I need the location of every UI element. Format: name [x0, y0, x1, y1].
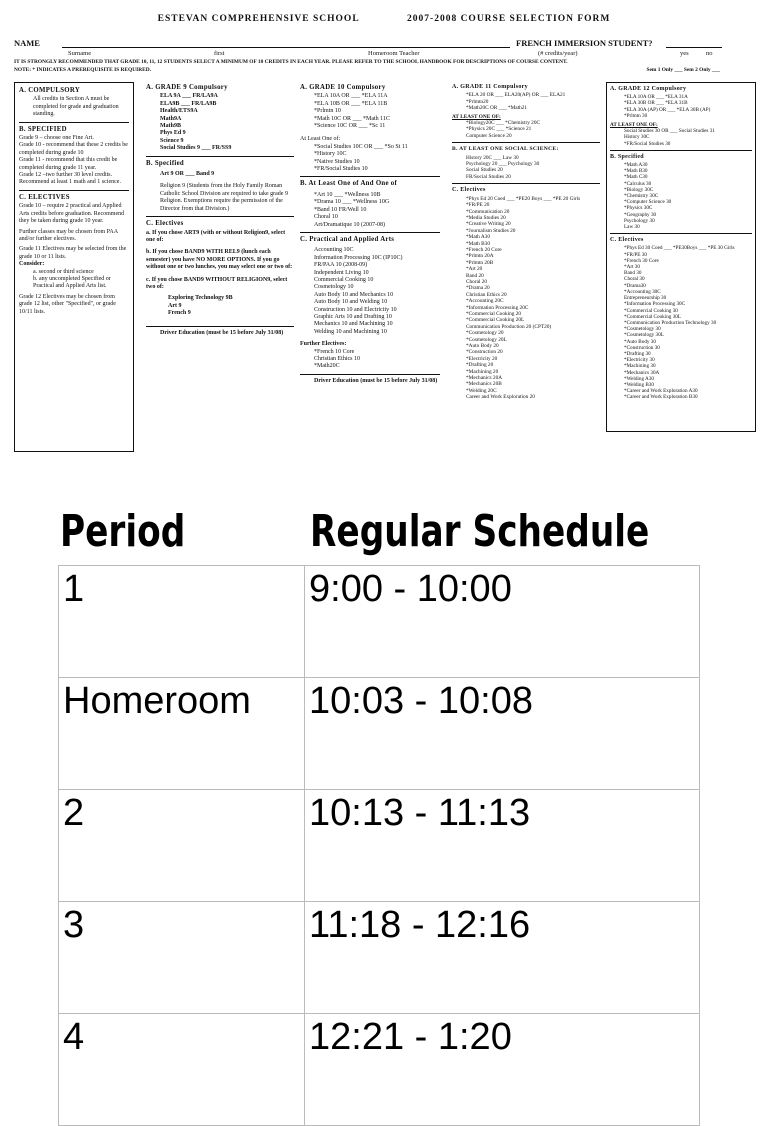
- grade12-elective-item[interactable]: Entrepreneurship 30: [624, 295, 667, 302]
- grade11-elective-item[interactable]: *Drama 20: [466, 285, 490, 292]
- grade10-paa-item[interactable]: Mechanics 10 and Machining 10: [314, 321, 393, 328]
- grade12-elective-item[interactable]: *Phys Ed 30 Coed ___ *PE30Boys ___ *PE 30 Girls: [624, 245, 735, 252]
- electives-consider: Consider:: [19, 261, 45, 268]
- grade12-specified-item[interactable]: Psychology 30: [624, 217, 655, 224]
- grade11-elective-item[interactable]: Communication Production 20 (CPT20): [466, 323, 552, 330]
- grade11-elective-item[interactable]: Career and Work Exploration 20: [466, 394, 535, 401]
- grade12-elective-item[interactable]: *Information Processing 30C: [624, 301, 686, 308]
- grade12-elective-item[interactable]: *Art 30: [624, 264, 640, 271]
- schedule-header: Regular Schedule: [310, 506, 650, 557]
- grade12-elective-item[interactable]: *Communication Production Technology 30: [624, 319, 717, 326]
- grade9-electives-a: a. If you chose ART9 (with or without Religion9, select one of:: [146, 229, 286, 243]
- grade11-elective-item[interactable]: Band 20: [466, 272, 484, 279]
- grade12-elective-item[interactable]: Band 30: [624, 270, 642, 277]
- grade10-item[interactable]: *Science 10C OR ___ *Sc 11: [314, 123, 386, 130]
- grade11-elective-item[interactable]: *Construction 20: [466, 349, 503, 356]
- grade12-compulsory-heading: A. GRADE 12 Compulsory: [610, 86, 687, 92]
- grade9-art-band[interactable]: Art 9 OR ___ Band 9: [160, 171, 215, 178]
- grade11-elective-item[interactable]: *Prlmtn 20B: [466, 259, 494, 266]
- grade10-item[interactable]: *Prlmtn 10: [314, 108, 341, 115]
- grade12-specified-item[interactable]: *Computer Science 30: [624, 199, 672, 206]
- grade9-item[interactable]: Social Studies 9 ___ FR/SS9: [160, 145, 232, 152]
- grade11-elective-item[interactable]: *Art 20: [466, 266, 483, 273]
- grade11-column: [452, 82, 600, 462]
- grade10-item[interactable]: *ELA 10A OR ___ *ELA 11A: [314, 93, 388, 100]
- grade10-one-of-label: At Least One of:: [300, 136, 341, 143]
- grade12-elective-item[interactable]: *Commercial Cooking 30: [624, 307, 678, 314]
- grade12-specified-item[interactable]: *Geography 30: [624, 211, 657, 218]
- credits-caption: (# credits/year): [538, 50, 578, 57]
- grade11-elective-item[interactable]: *Auto Body 20: [466, 343, 499, 350]
- grade12-specified-heading: B. Specified: [610, 153, 644, 160]
- electives-consider-b: b. any uncompleted Specified or Practical and Applied Arts list.: [33, 275, 111, 290]
- grade12-item[interactable]: *ELA 30A (AP) OR ___ *ELA 30B (AP): [624, 106, 711, 113]
- grade11-science-item[interactable]: Computer Science 20: [466, 132, 512, 139]
- homeroom-caption: Homeroom Teacher: [368, 50, 420, 57]
- form-title-bar: [0, 14, 768, 24]
- electives-grade10: Grade 10 – require 2 practical and Applied Arts credits before graduation. Recommend they be taken during grade 10 year.: [19, 203, 125, 225]
- grade12-elective-item[interactable]: *Cosmetology 30: [624, 326, 661, 333]
- grade11-elective-item[interactable]: *French 20 Core: [466, 246, 502, 253]
- period-cell: 2: [59, 790, 305, 902]
- specified-heading: B. SPECIFIED: [19, 125, 67, 133]
- grade12-one-of-label: AT LEAST ONE OF:: [610, 122, 658, 129]
- grade11-electives-list: [452, 196, 600, 401]
- grade10-further-item[interactable]: *French 10 Core: [314, 348, 355, 355]
- french-immersion-label: FRENCH IMMERSION STUDENT?: [516, 38, 653, 48]
- grade12-elective-item[interactable]: *Drafting 30: [624, 350, 651, 357]
- grade11-elective-item[interactable]: *Cosmetology 20: [466, 330, 504, 337]
- surname-caption: Surname: [68, 50, 92, 57]
- electives-consider-a: a. second or third science: [33, 268, 94, 275]
- grade11-elective-item[interactable]: *Math A30: [466, 234, 490, 241]
- grade9-item[interactable]: Math9B: [160, 123, 181, 130]
- specified-grade9: Grade 9 – choose one Fine Art.: [19, 135, 94, 142]
- grade11-elective-item[interactable]: *Communication 20: [466, 208, 510, 215]
- grade12-elective-item[interactable]: *Commercial Cooking 30L: [624, 313, 682, 320]
- electives-grade11: Grade 11 Electives may be selected from the grade 10 or 11 lists.: [19, 246, 127, 260]
- grade10-driver-education[interactable]: Driver Education (must be 15 before July 31/08): [314, 377, 438, 384]
- grade11-item[interactable]: *ELA 20 OR ___ ELA20(AP) OR ___ ELA21: [466, 92, 566, 99]
- grade11-elective-item[interactable]: *Media Studies 20: [466, 214, 506, 221]
- grade12-elective-item[interactable]: *Machining 30: [624, 363, 656, 370]
- grade10-further-item[interactable]: *Math20C: [314, 363, 340, 370]
- schedule-row: [59, 902, 700, 1014]
- period-cell: 3: [59, 902, 305, 1014]
- grade12-elective-item[interactable]: *Drama30: [624, 282, 646, 289]
- period-header: Period: [60, 506, 186, 557]
- grade10-paa-heading: C. Practical and Applied Arts: [300, 235, 395, 243]
- grade12-social-item[interactable]: History 30C: [624, 134, 650, 141]
- grade12-electives-heading: C. Electives: [610, 237, 644, 244]
- grade11-elective-item[interactable]: *Machining 20: [466, 368, 499, 375]
- grade12-elective-item[interactable]: *Career and Work Exploration B30: [624, 394, 698, 401]
- grade10-paa-item[interactable]: Construction 10 and Electricity 10: [314, 306, 397, 313]
- grade11-elective-item[interactable]: *Mechanics 20A: [466, 375, 503, 382]
- grade9-item[interactable]: ELA9B ___ FR/LA9B: [160, 100, 217, 107]
- grade11-elective-item[interactable]: Choral 20: [466, 278, 488, 285]
- form-notes: [14, 58, 754, 74]
- grade12-specified-item[interactable]: Law 30: [624, 224, 640, 231]
- grade9-item[interactable]: Math9A: [160, 115, 182, 122]
- grade11-electives-heading: C. Electives: [452, 187, 486, 194]
- grade10-paa-item[interactable]: Auto Body 10 and Welding 10: [314, 299, 388, 306]
- grade11-elective-item[interactable]: *Commercial Cooking 20: [466, 311, 522, 317]
- grade12-elective-item[interactable]: *Electricity 30: [624, 357, 655, 364]
- form-title: 2007-2008 COURSE SELECTION FORM: [407, 14, 611, 24]
- grade12-item[interactable]: *ELA 10A OR ___ *ELA 31A: [624, 94, 688, 101]
- grade12-elective-item[interactable]: *Accounting 30C: [624, 288, 661, 295]
- grade12-social-item[interactable]: *FR/Social Studies 30: [624, 140, 671, 147]
- instructions-column: [14, 82, 134, 452]
- grade9-elective-option[interactable]: Art 9: [168, 302, 182, 309]
- grade11-elective-item[interactable]: *Prlmtn 20A: [466, 253, 494, 260]
- grade12-elective-item[interactable]: *French 30 Core: [624, 257, 659, 264]
- grade12-elective-item[interactable]: *Construction 30: [624, 344, 660, 351]
- grade10-paa-item[interactable]: Independent Living 10: [314, 269, 369, 276]
- grade10-social-item[interactable]: *History 10C: [314, 151, 347, 158]
- grade12-elective-item[interactable]: *Cosmetology 30L: [624, 332, 664, 339]
- grade12-specified-item[interactable]: *Calculus 30: [624, 180, 652, 187]
- grade12-elective-item[interactable]: *Mechanics 30A: [624, 369, 660, 376]
- name-field[interactable]: [62, 47, 510, 48]
- grade11-item[interactable]: *Math20C OR ___ *Math21: [466, 105, 528, 112]
- grade11-item[interactable]: *Prlmtn20: [466, 98, 489, 105]
- electives-grade12: Grade 12 Electives may be chosen from grade 12 list, other "Specified", or grade 10/11 lists.: [19, 293, 116, 315]
- grade10-social-item[interactable]: *FR/Social Studies 10: [314, 166, 368, 173]
- grade9-electives-c: c. If you chose BAND9 WITHOUT RELIGION9, select two of:: [146, 276, 288, 290]
- grade10-paa-item[interactable]: Information Processing 10C (IP10C): [314, 254, 403, 261]
- time-cell: 10:13 - 11:13: [305, 790, 700, 902]
- grade10-paa-item[interactable]: Welding 10 and Machining 10: [314, 328, 387, 335]
- grade10-compulsory-heading: A. GRADE 10 Compulsory: [300, 84, 386, 91]
- prerequisite-note: NOTE: * INDICATES A PREREQUISITE IS REQUIRED.: [14, 67, 151, 73]
- grade12-column: [606, 82, 756, 432]
- grade9-electives-b: b. If you chose BAND9 WITH REL9 (lunch each semester) you have NO MORE OPTIONS. If you go without one or two lunches, you may select one or two of:: [146, 249, 293, 271]
- grade11-science-item[interactable]: *Physics 20C ___ *Science 21: [466, 126, 532, 133]
- grade11-elective-item[interactable]: *Drafting 20: [466, 362, 494, 369]
- grade9-item[interactable]: Science 9: [160, 137, 184, 144]
- time-cell: 10:03 - 10:08: [305, 678, 700, 790]
- grade11-elective-item[interactable]: *FR/PE 20: [466, 202, 490, 209]
- grade10-arts-item[interactable]: *Drama 10 ___ *Wellness 10G: [314, 199, 390, 206]
- grade10-further-item[interactable]: Christian Ethics 10: [314, 356, 360, 362]
- grade10-arts-item[interactable]: Art/Dramatique 10 (2007-08): [314, 221, 385, 228]
- grade11-social-item[interactable]: FR/Social Studies 20: [466, 173, 511, 180]
- grade12-electives-list: [610, 245, 752, 400]
- no-caption: no: [706, 50, 713, 57]
- name-label: NAME: [14, 38, 40, 48]
- grade12-elective-item[interactable]: Choral 30: [624, 276, 645, 283]
- grade11-elective-item[interactable]: *Accounting 20C: [466, 298, 504, 305]
- grade11-compulsory-heading: A. GRADE 11 Compulsory: [452, 84, 528, 90]
- grade12-elective-item[interactable]: *Welding A30: [624, 375, 654, 382]
- grade11-social-item[interactable]: History 20C ___ Law 30: [466, 154, 519, 161]
- time-cell: 11:18 - 12:16: [305, 902, 700, 1014]
- specified-grade12: Grade 12 –two further 30 level credits. Recommend at least 1 math and 1 science.: [19, 172, 121, 186]
- grade9-religion[interactable]: Religion 9 (Students from the Holy Family Roman Catholic School Division are required to take grade 9 Religion. Exemptions require the permission of the Director from that Division.): [160, 183, 288, 212]
- grade11-elective-item[interactable]: *Welding 20C: [466, 387, 497, 394]
- grade10-social-item[interactable]: *Social Studies 10C OR ___ *So St 11: [314, 143, 408, 150]
- schedule-table: [58, 565, 700, 1126]
- grade11-elective-item[interactable]: *Math B30: [466, 240, 490, 247]
- course-selection-form: [0, 0, 768, 470]
- grade12-specified-item[interactable]: *Math A30: [624, 162, 648, 169]
- grade9-item[interactable]: Phys Ed 9: [160, 130, 186, 137]
- grade11-social-heading: B. AT LEAST ONE SOCIAL SCIENCE:: [452, 146, 559, 153]
- grade12-specified-item[interactable]: *Physics 30C: [624, 205, 653, 212]
- grade12-specified-item[interactable]: *Biology 30C: [624, 186, 654, 193]
- grade10-column: [300, 82, 440, 442]
- compulsory-text: All credits in Section A must be completed for grade and graduation standing.: [33, 96, 119, 118]
- grade12-elective-item[interactable]: *Auto Body 30: [624, 338, 656, 345]
- grade9-specified-heading: B. Specified: [146, 159, 184, 167]
- schedule-row: [59, 790, 700, 902]
- electives-further: Further classes may be chosen from PAA and/or further electives.: [19, 228, 118, 242]
- grade9-electives-heading: C. Electives: [146, 220, 184, 228]
- grade11-elective-item[interactable]: *Information Processing 20C: [466, 304, 529, 311]
- grade11-social-item[interactable]: Social Studies 20: [466, 167, 503, 174]
- grade11-elective-item[interactable]: *Commercial Cooking 20L: [466, 317, 525, 324]
- specified-grade11: Grade 11 - recommend that this credit be completed during grade 11 year.: [19, 157, 118, 171]
- grade11-elective-item[interactable]: *Electricity 20: [466, 355, 498, 362]
- french-immersion-field[interactable]: [666, 47, 722, 48]
- schedule-row: [59, 566, 700, 678]
- first-caption: first: [214, 50, 225, 57]
- grade10-paa-item[interactable]: Graphic Arts 10 and Drafting 10: [314, 313, 392, 320]
- grade11-elective-item[interactable]: *Creative Writing 20: [466, 221, 511, 228]
- electives-heading: C. ELECTIVES: [19, 193, 70, 201]
- grade12-specified-list: [610, 162, 752, 230]
- grade10-item[interactable]: *ELA 10B OR ___ *ELA 11B: [314, 100, 388, 107]
- grade10-arts-item[interactable]: *Art 10 ___ *Wellness 10B: [314, 191, 381, 198]
- grade9-compulsory-heading: A. GRADE 9 Compulsory: [146, 84, 228, 91]
- regular-schedule: [0, 472, 768, 1058]
- grade9-elective-option[interactable]: French 9: [168, 310, 191, 317]
- specified-grade10: Grade 10 - recommend that these 2 credits be completed during grade 10: [19, 142, 128, 156]
- period-cell: Homeroom: [59, 678, 305, 790]
- grade11-elective-item[interactable]: *Phys Ed 20 Coed ___ *PE20 Boys ___ *PE 20 Girls: [466, 195, 581, 202]
- grade11-one-of-label: AT LEAST ONE OF:: [452, 113, 501, 120]
- grade10-further-label: Further Electives:: [300, 341, 347, 348]
- grade11-elective-item[interactable]: *Mechanics 20B: [466, 381, 502, 388]
- grade9-elective-option[interactable]: Exploring Technology 9B: [168, 295, 233, 302]
- grade12-elective-item[interactable]: *FR/PE 30: [624, 251, 647, 258]
- grade10-paa-item[interactable]: Cosmetology 10: [314, 284, 354, 291]
- time-cell: 12:21 - 1:20: [305, 1014, 700, 1126]
- time-cell: 9:00 - 10:00: [305, 566, 700, 678]
- grade10-arts-item[interactable]: Choral 10: [314, 214, 338, 221]
- semester-choice: Sem 1 Only ___ Sem 2 Only ___: [646, 67, 720, 73]
- grade10-paa-item[interactable]: FR/PAA 10 (2008-09): [314, 262, 368, 269]
- grade12-specified-item[interactable]: *Math C30: [624, 174, 648, 181]
- grade10-paa-item[interactable]: Commercial Cooking 10: [314, 276, 374, 283]
- grade12-specified-item[interactable]: *Chemistry 30C: [624, 193, 659, 200]
- yes-caption: yes: [680, 50, 689, 57]
- schedule-row: [59, 1014, 700, 1126]
- grade12-item[interactable]: *Prlmtn 30: [624, 112, 648, 119]
- grade10-specified-heading: B. At Least One of And One of: [300, 180, 398, 188]
- grade9-item[interactable]: ELA 9A ___ FR/LA9A: [160, 93, 218, 100]
- school-name: ESTEVAN COMPREHENSIVE SCHOOL: [157, 14, 360, 24]
- grade10-social-item[interactable]: *Native Studies 10: [314, 158, 360, 165]
- grade12-specified-item[interactable]: *Math B30: [624, 168, 648, 175]
- grade12-item[interactable]: *ELA 30B OR ___ *ELA 31B: [624, 100, 688, 107]
- grade9-driver-education[interactable]: Driver Education (must be 15 before July 31/08): [160, 329, 284, 336]
- grade12-elective-item[interactable]: *Welding B30: [624, 381, 654, 388]
- period-cell: 1: [59, 566, 305, 678]
- grade9-item[interactable]: Health/ETS9A: [160, 108, 198, 115]
- grade10-paa-item[interactable]: Auto Body 10 and Mechanics 10: [314, 291, 394, 298]
- grade12-elective-item[interactable]: *Career and Work Exploration A30: [624, 388, 698, 395]
- grade12-social-item[interactable]: Social Studies 30 OR ___ Social Studies 31: [624, 128, 715, 135]
- grade11-science-item[interactable]: *Biology20C ___ *Chemistry 20C: [466, 120, 541, 127]
- recommendation-note: IT IS STRONGLY RECOMMENDED THAT GRADE 10, 11, 12 STUDENTS SELECT A MINIMUM OF 10 CREDITS IN EACH YEAR. PLEASE REFER TO THE SCHOOL HANDBOOK FOR DESCRIPTIONS OF COURSE CONTENT.: [14, 59, 568, 65]
- grade10-arts-item[interactable]: *Band 10 FR/Well 10: [314, 206, 367, 213]
- grade10-paa-item[interactable]: Accounting 10C: [314, 247, 354, 254]
- grade11-elective-item[interactable]: *Journalism Studies 20: [466, 227, 516, 234]
- grade9-column: [146, 82, 294, 442]
- grade10-item[interactable]: *Math 10C OR ___ *Math 11C: [314, 115, 390, 122]
- grade11-social-item[interactable]: Psychology 20 ___ Psychology 30: [466, 161, 540, 168]
- grade11-elective-item[interactable]: Christian Ethics 20: [466, 291, 507, 298]
- compulsory-heading: A. COMPULSORY: [19, 87, 81, 94]
- grade11-elective-item[interactable]: *Cosmetology 20L: [466, 336, 507, 343]
- period-cell: 4: [59, 1014, 305, 1126]
- schedule-row: [59, 678, 700, 790]
